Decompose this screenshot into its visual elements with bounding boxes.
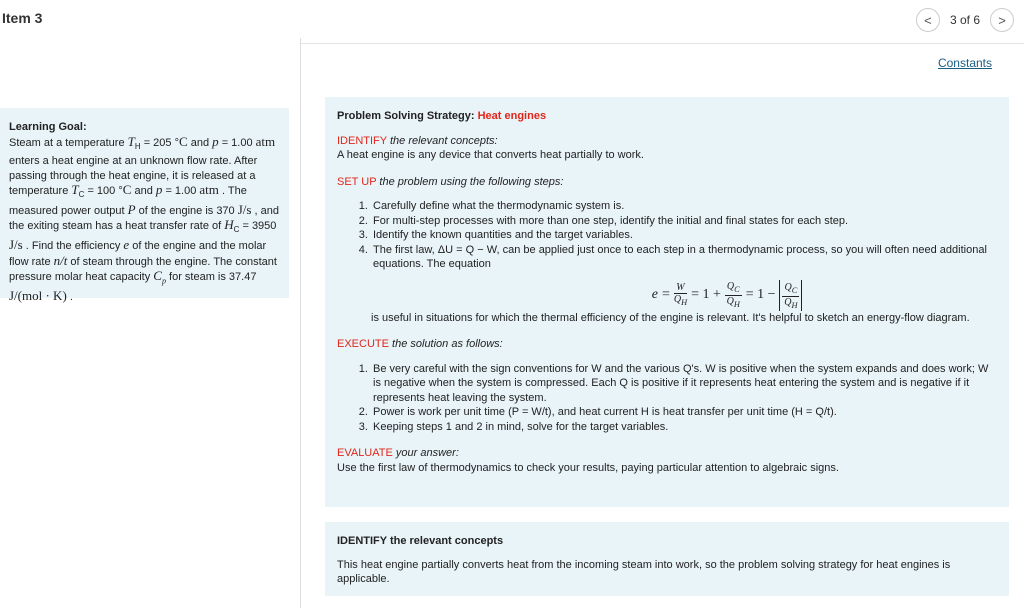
pagination xyxy=(916,8,1014,32)
list-item: 1. Carefully define what the thermodynamic system is. xyxy=(371,199,997,214)
list-item: 1. Be very careful with the sign conventions for W and the various Q's. W is positive when the system expands and does work; W is negative when the system is compressed. Each Q is positive if it represents heat entering the system and is negative if it represents heat leaving the system. xyxy=(371,362,997,406)
item-title: Item 3 xyxy=(2,10,43,26)
strategy-title: Problem Solving Strategy: xyxy=(337,110,475,122)
evaluate-sub: your answer: xyxy=(395,447,459,459)
identify-sub: the relevant concepts: xyxy=(389,134,498,147)
list-item: 2. For multi-step processes with more than one step, identify the initial and final states for each step. xyxy=(371,214,997,229)
setup-steps xyxy=(371,199,997,272)
chevron-right-icon: > xyxy=(998,12,1006,28)
execute-label: EXECUTE xyxy=(337,338,389,350)
list-item: 3. Keeping steps 1 and 2 in mind, solve for the target variables. xyxy=(371,420,997,435)
identify-section-title: IDENTIFY the relevant concepts xyxy=(337,535,504,547)
identify-label: IDENTIFY xyxy=(337,134,387,147)
next-button[interactable] xyxy=(990,8,1014,32)
constants-link[interactable]: Constants xyxy=(937,56,992,70)
list-item: 2. Power is work per unit time (P = W/t), and heat current H is heat transfer per unit time (H = Q/t). xyxy=(371,405,997,420)
goal-heading: Learning Goal: xyxy=(9,121,87,133)
identify-section xyxy=(325,522,1009,596)
list-item: 3. Identify the known quantities and the target variables. xyxy=(371,228,997,243)
divider xyxy=(300,38,301,608)
prev-button[interactable] xyxy=(916,8,940,32)
strategy-topic: Heat engines xyxy=(477,110,547,122)
identify-text: A heat engine is any device that converts heat partially to work. xyxy=(337,149,644,161)
goal-text: Steam at a temperature $T_H = 205$ °C and p = 1.00 atm enters a heat engine at an unknown flow rate. After passing through the heat engine, it is released at a temperature $T_C = 100$ °C and p = 1.00 atm . The measured power output P of the engine is 370 J/s , and the exiting steam has a heat transfer rate of $H_C = 3950$ J/s . Find the efficiency e of the engine and the molar flow rate n/t of steam through the engine. The constant pressure molar heat capacity $C_p$ for steam is 37.47 J/(mol · K) . xyxy=(9,133,279,304)
divider xyxy=(300,43,1024,44)
efficiency-equation: e = W $Q_H$ = 1 + $Q_C$ $Q_H$ = 1 − $\frac{Q_C}{Q_H}$ xyxy=(457,280,997,311)
chevron-left-icon: < xyxy=(924,12,932,28)
evaluate-text: Use the first law of thermodynamics to check your results, paying particular attention to algebraic signs. xyxy=(337,461,839,474)
equation-note: is useful in situations for which the thermal efficiency of the engine is relevant. It's helpful to sketch an energy-flow diagram. xyxy=(371,311,970,324)
execute-steps xyxy=(371,362,997,435)
execute-sub: the solution as follows: xyxy=(392,338,503,350)
setup-label: SET UP xyxy=(337,175,377,188)
list-item: 4. The first law, ΔU = Q − W, can be applied just once to each step in a thermodynamic process, so you will often need additional equations. The equation xyxy=(371,243,997,272)
strategy-box xyxy=(325,97,1009,507)
identify-section-text: This heat engine partially converts heat from the incoming steam into work, so the problem solving strategy for heat engines is applicable. xyxy=(337,558,951,585)
evaluate-label: EVALUATE xyxy=(337,447,393,459)
setup-sub: the problem using the following steps: xyxy=(379,175,564,188)
learning-goal xyxy=(0,108,289,304)
page-indicator: 3 of 6 xyxy=(949,13,980,27)
